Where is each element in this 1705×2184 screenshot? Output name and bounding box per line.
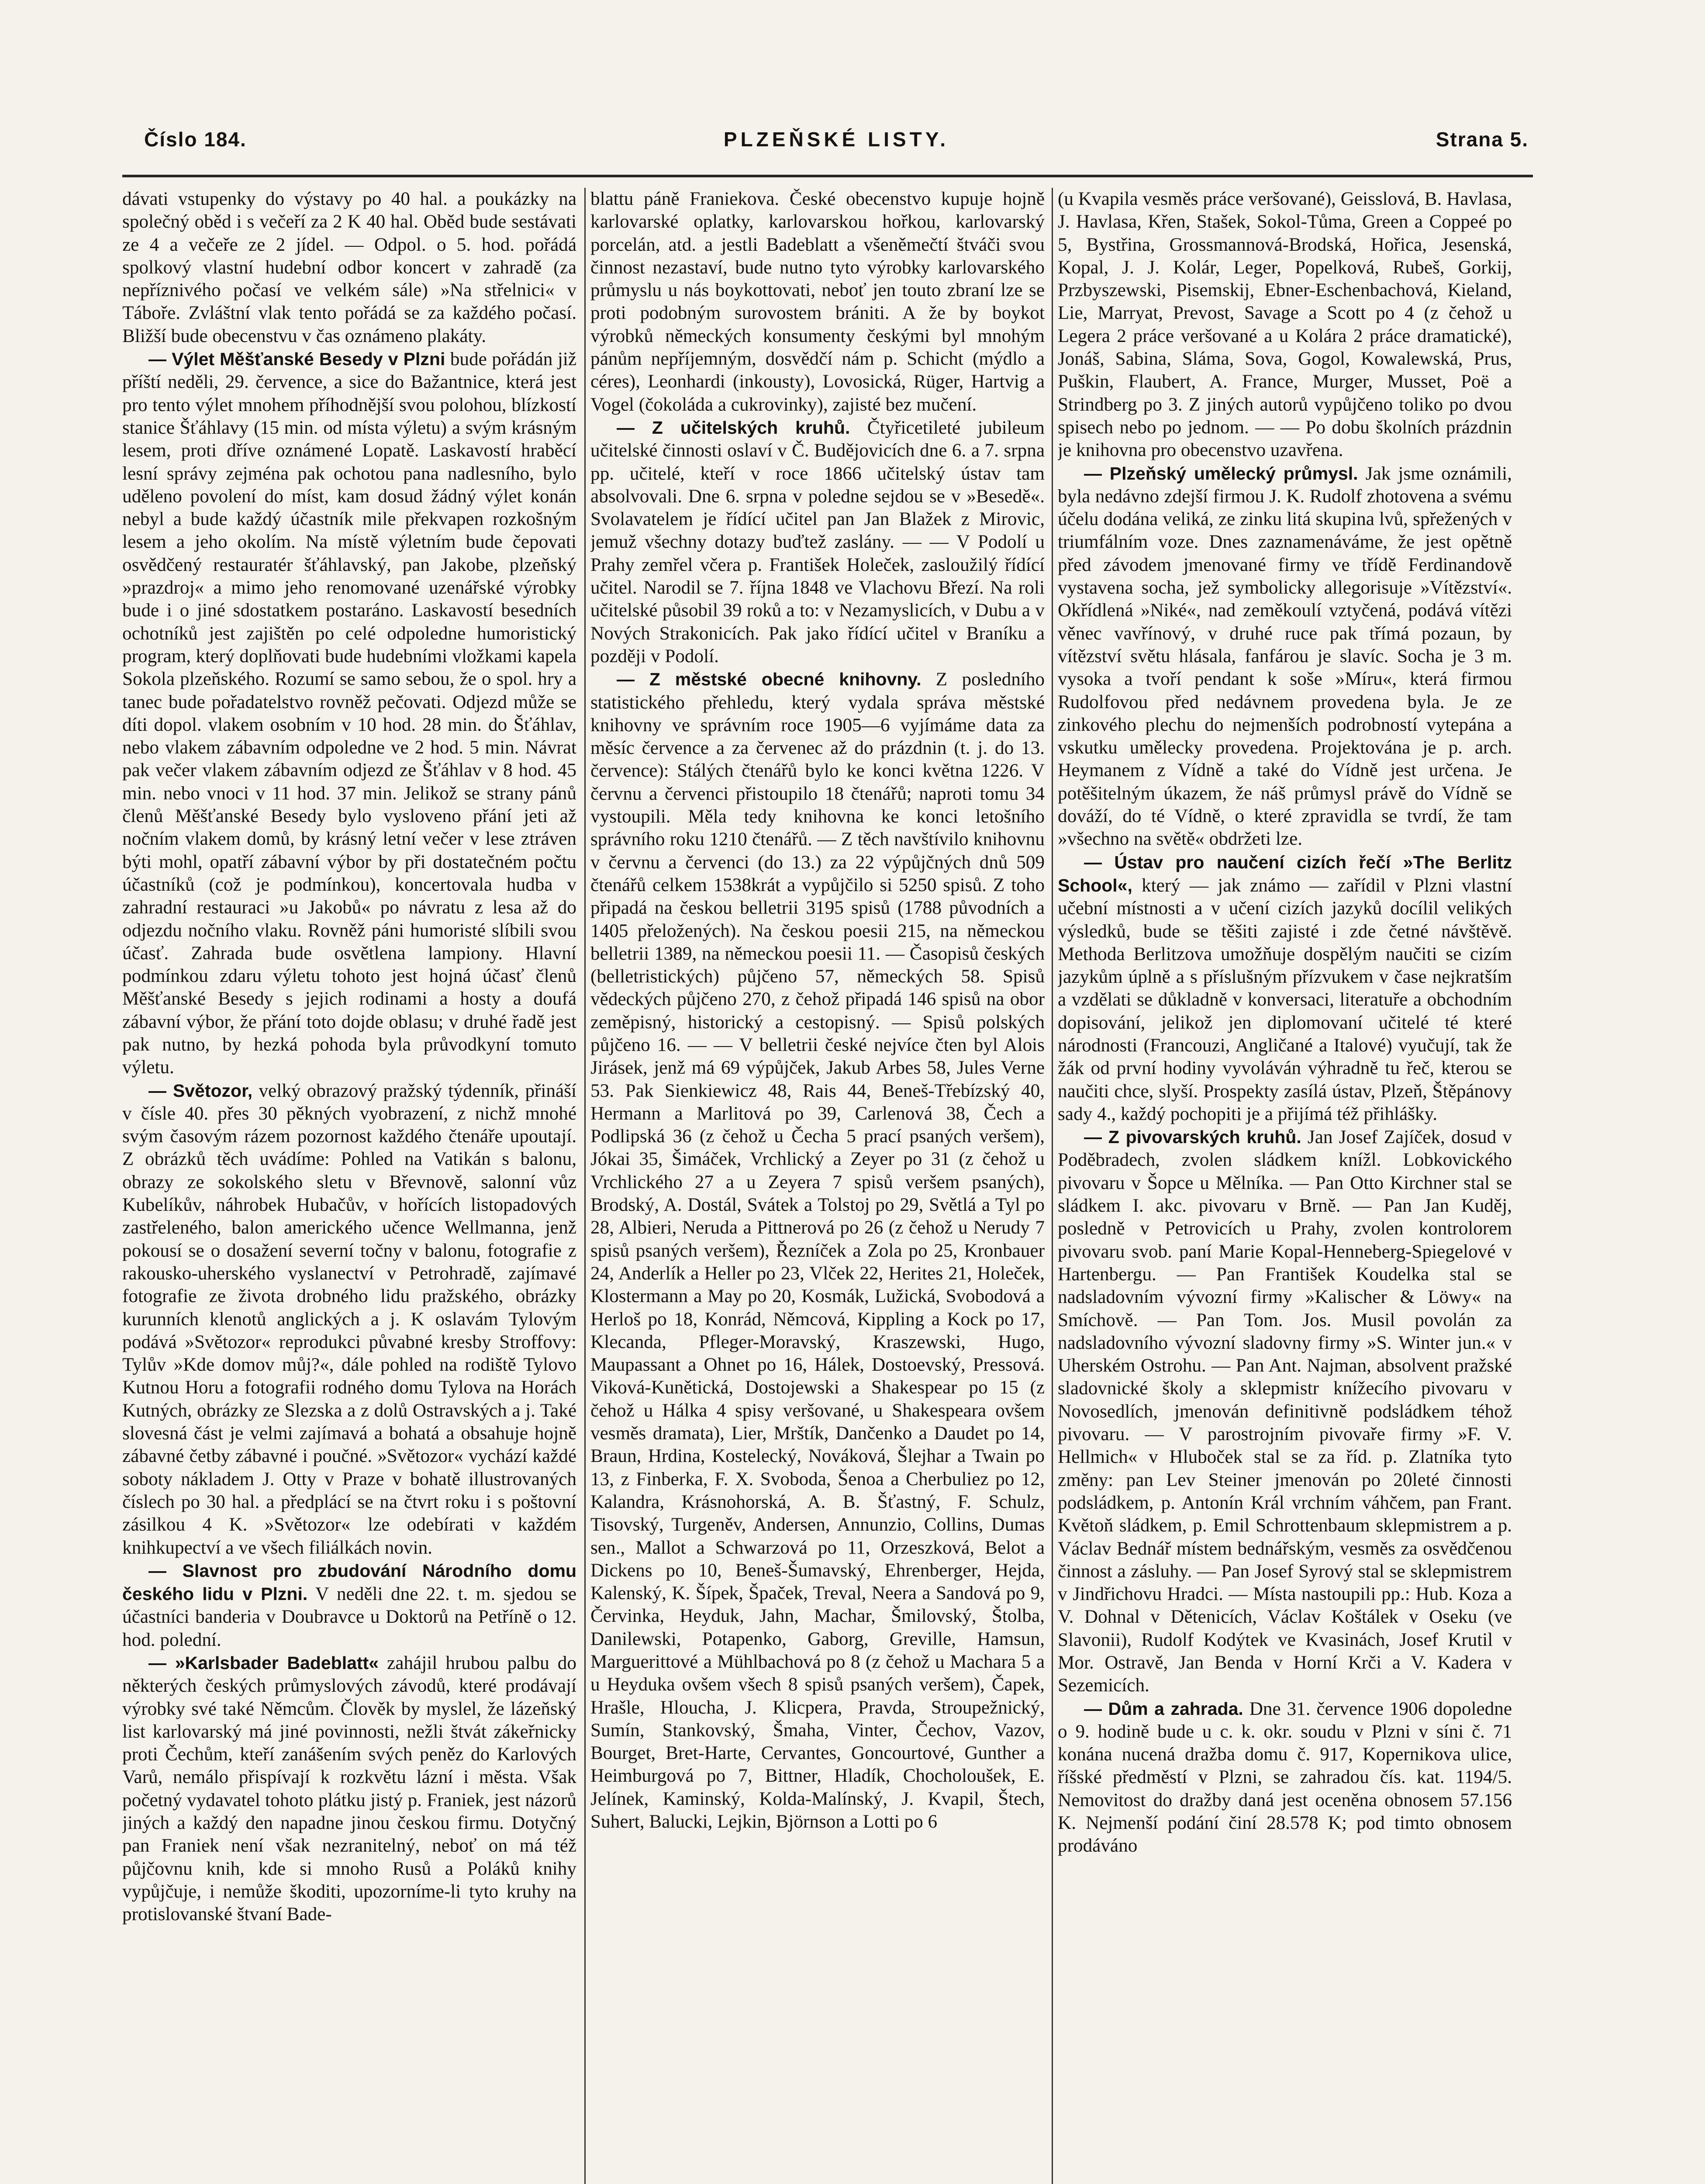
article-paragraph: — Ústav pro naučení cizích řečí »The Berlitz School«, který — jak známo — zařídil v Plzni vlastní učební místnosti a v učení cizích jazyků docílil velikých výsledků, bude se těšiti zajisté i zde četné návštěvě. Methoda Berlitzova umožňuje dospělým naučiti se cizím jazykům úplně a s příslušným přízvukem v čase nejkratším a vzdělati se důkladně v konversaci, literatuře a obchodním dopisování, jelikož jen diplomovaní učitelé té které národnosti (Francouzi, Angličané a Italové) vyučují, tak že žák od první hodiny vyvoláván výhradně tu řeč, kterou se naučiti chce, slyší. Prospekty zasílá ústav, Plzeň, Štěpánovy sady 4., každý pochopiti je a přijímá též přihlášky. — [1058, 852, 1512, 1124]
column-divider — [584, 188, 586, 2184]
page-number: Strana 5. — [1436, 128, 1529, 151]
article-headline: — »Karlsbader Badeblatt« — [148, 1653, 379, 1673]
header-rule — [122, 175, 1533, 177]
article-paragraph: dávati vstupenky do výstavy po 40 hal. a poukázky na společný oběd i s večeří za 2 K 40 hal. Oběd bude sestávati ze 4 a večeře ze 2 jídel. — Odpol. o 5. hod. pořádá spolkový vlastní hudební odbor koncert v zahradě (za nepříznivého počasí ve velkém sále) »Na střelnici« v Táboře. Zvláštní vlak tento pořádá se za každého počasí. Bližší bude obecenstvu v čas oznámeno plakáty. — [122, 189, 576, 346]
page-header — [144, 128, 1529, 163]
column-divider — [1052, 188, 1053, 2184]
article-headline: — Z městské obecné knihovny. — [617, 669, 922, 690]
column-2 — [590, 188, 1045, 2184]
article-headline: — Výlet Měšťanské Besedy v Plzni — [148, 349, 445, 370]
article-paragraph: — Z učitelských kruhů. Čtyřicetileté jubileum učitelské činnosti oslaví v Č. Budějovicích dne 6. a 7. srpna pp. učitelé, kteří v roce 1866 učitelský ústav tam absolvovali. Dne 6. srpna v poledne sejdou se v »Besedě«. Svolavatelem je řídící učitel pan Jan Blažek z Mirovic, jemuž všechny dotazy buďtež zaslány. — — V Podolí u Prahy zemřel včera p. František Holeček, zasloužilý řídící učitel. Narodil se 7. října 1848 ve Vlachovu Březí. Na roli učitelské působil 39 roků a to: v Nezamyslicích, v Dubu a v Nových Strakonicích. Pak jako řídící učitel v Braníku a později v Podolí. — [590, 417, 1045, 667]
article-headline: — Světozor, — [148, 1080, 253, 1101]
article-headline: — Dům a zahrada. — [1084, 1698, 1243, 1719]
article-paragraph: — Výlet Měšťanské Besedy v Plzni bude pořádán již příští neděli, 29. července, a sice do Bažantnice, která jest pro tento výlet mnohem příhodnější svou polohou, blízkostí stanice Šťáhlavy (15 min. od místa výletu) a svým krásným lesem, proti dříve oznámené Lopatě. Laskavostí hraběcí lesní správy zejména pak ochotou pana nadlesního, bylo uděleno povolení do míst, kam dosud žádný výlet konán nebyl a bude každý účastník mile překvapen rozkošným lesem a jeho okolím. Na místě výletním bude čepovati osvědčený restauratér šťáhlavský, pan Jakobe, plzeňský »prazdroj« a mimo jeho renomované uzenářské výrobky bude i o jiné sdostatkem postaráno. Laskavostí besedních ochotníků jest zajištěn po celé odpoledne humoristický program, který doplňovati bude hudebními vložkami kapela Sokola plzeňského. Rozumí se samo sebou, že o spol. hry a tanec bude pořadatelstvo rovněž pečovati. Odjezd může se díti dopol. vlakem osobním v 10 hod. 28 min. do Šťáhlav, nebo vlakem zábavním odpoledne ve 2 hod. 5 min. Návrat pak večer vlakem zábavním odjezd ze Šťáhlav v 8 hod. 45 min. nebo vnoci v 11 hod. 37 min. Jelikož se strany pánů členů Měšťanské Besedy bylo vysloveno přání jeti až nočním vlakem domů, by krásný letní večer v lese ztráven býti mohl, opatří zábavní výbor by při dostatečném počtu účastníků (což je podmínkou), koncertovala hudba v zahradní restauraci »u Jakobů« po návratu z lesa až do odjezdu nočního vlaku. Rovněž páni humoristé slíbili svou účasť. Zahrada bude osvětlena lampiony. Hlavní podmínkou zdaru výletu tohoto jest hojná účasť členů Měšťanské Besedy s jejich rodinami a hosty a doufá zábavní výbor, že přání toto dojde oblasu; v druhé řadě jest pak nutno, by hezká pohoda byla průvodkyní tomuto výletu. — [122, 349, 576, 1078]
article-headline: — Slavnost pro zbudování Národního domu českého lidu v Plzni. — [122, 1560, 576, 1604]
article-paragraph: — Dům a zahrada. Dne 31. července 1906 dopoledne o 9. hodině bude u c. k. okr. soudu v Plzni v síni č. 71 konána nucená dražba domu č. 917, Kopernikova ulice, říšské předměstí v Plzni, se zahradou čís. kat. 1194/5. Nemovitost do dražby daná jest oceněna obnosem 57.156 K. Nejmenší podání činí 28.578 K; pod timto obnosem prodáváno — [1058, 1698, 1512, 1856]
article-headline: — Z učitelských kruhů. — [617, 417, 850, 438]
article-paragraph: (u Kvapila vesměs práce veršované), Geisslová, B. Havlasa, J. Havlasa, Křen, Stašek, Sokol-Tůma, Green a Coppeé po 5, Bystřina, Grossmannová-Brodská, Hořica, Jesenská, Kopal, J. J. Kolár, Leger, Popelková, Rubeš, Gorkij, Przbyszewski, Pisemskij, Ebner-Eschenbachová, Kieland, Lie, Marryat, Prevost, Savage a Scott po 4 (z čehož u Legera 2 práce veršované a u Kolára 2 práce dramatické), Jonáš, Sabina, Sláma, Sova, Gogol, Kowalewská, Prus, Puškin, Flaubert, A. France, Murger, Musset, Poë a Strindberg po 3. Z jiných autorů vypůjčeno toliko po dvou spisech nebo po jednom. — — Po dobu školních prázdnin je knihovna pro obecenstvo uzavřena. — [1058, 189, 1512, 461]
article-headline: — Z pivovarských kruhů. — [1084, 1127, 1301, 1147]
article-paragraph: — Slavnost pro zbudování Národního domu českého lidu v Plzni. V neděli dne 22. t. m. sjedou se účastníci banderia v Doubravce u Doktorů na Petříně o 12. hod. polední. — [122, 1560, 576, 1650]
article-paragraph: — »Karlsbader Badeblatt« zahájil hrubou palbu do některých českých průmyslových závodů, které prodávají výrobky své také Němcům. Člověk by myslel, že lázeňský list karlovarský má jiné povinnosti, nežli štvát zákeřnicky proti Čechům, kteří zanášením svých peněz do Karlových Varů, nemálo přispívají k rozkvětu lázní i města. Však početný vydavatel tohoto plátku jistý p. Franiek, jest názorů jiných a každý den napadne jinou českou firmu. Dotyčný pan Franiek není však nezranitelný, neboť on má též půjčovnu knih, kde si mnoho Rusů a Poláků knihy vypůjčuje, i nemůže škoditi, upozorníme-li tyto kruhy na protislovanské štvaní Bade- — [122, 1653, 576, 1925]
article-paragraph: — Plzeňský umělecký průmysl. Jak jsme oznámili, byla nedávno zdejší firmou J. K. Rudolf zhotovena a svému účelu dodána veliká, ze zinku litá skupina lvů, spřežených v triumfálním voze. Dnes zaznamenáváme, že jest opětně před závodem jmenované firmy ve třídě Ferdinandově vystavena socha, jež symbolicky allegorisuje »Vítězství«. Okřídlená »Niké«, nad zeměkoulí vztyčená, podává vítězi věnec vavřínový, v druhé ruce pak třímá pozaun, by vítězství světu hlásala, fanfárou je slavíc. Socha je 3 m. vysoka a tvoří pendant k soše »Míru«, která firmou Rudolfovou před nedávnem provedena byla. Je ze zinkového plechu do nejmenších podrobností vytepána a vskutku umělecky provedena. Projektována je p. arch. Heymanem z Vídně a také do Vídně jest určena. Je potěšitelným úkazem, že náš průmysl právě do Vídně se dováží, do té Vídně, o které zpravidla se tvrdí, že tam »všechno na světě« obdržeti lze. — [1058, 463, 1512, 850]
column-3 — [1058, 188, 1512, 2184]
column-1 — [122, 188, 576, 2184]
newspaper-title: PLZEŇSKÉ LISTY. — [723, 128, 949, 151]
article-paragraph: — Z městské obecné knihovny. Z posledního statistického přehledu, který vydala správa městské knihovny ve správním roce 1905—6 vyjímáme data za měsíc července a za červenec až do prázdnin (t. j. do 13. července): Stálých čtenářů bylo ke konci května 1226. V červnu a červenci přistoupilo 18 čtenářů; naproti tomu 34 vystoupili. Měla tedy knihovna ke konci letošního správního roku 1210 čtenářů. — Z těch navštívilo knihovnu v červnu a červenci (do 13.) za 22 výpůjčných dnů 509 čtenářů celkem 1538krát a vypůjčilo si 5250 spisů. Z toho připadá na českou belletrii 3195 spisů (1788 původních a 1405 přeložených). Na českou poesii 215, na německou belletrii 1389, na německou poesii 11. — Časopisů českých (belletristických) půjčeno 57, německých 58. Spisů vědeckých půjčeno 270, z čehož připadá 146 spisů na obor zeměpisný, historický a cestopisný. — Spisů polských půjčeno 16. — — V belletrii české nejvíce čten byl Alois Jirásek, jenž má 69 výpůjček, Jakub Arbes 58, Jules Verne 53. Pak Sienkiewicz 48, Rais 44, Beneš-Třebízský 40, Hermann a Marlitová po 39, Carlenová 38, Čech a Podlipská 36 (z čehož u Čecha 5 prací psaných veršem), Jókai 35, Šimáček, Vrchlický a Zeyer po 31 (z čehož u Vrchlického 27 a u Zeyera 7 spisů veršem psaných), Brodský, A. Dostál, Svátek a Tolstoj po 29, Světlá a Tyl po 28, Albieri, Neruda a Pittnerová po 26 (z čehož u Nerudy 7 spisů psaných veršem), Řezníček a Zola po 25, Kronbauer 24, Anderlík a Heller po 23, Vlček 22, Herites 21, Holeček, Klostermann a May po 20, Kosmák, Lužická, Svobodová a Herloš po 18, Konrád, Němcová, Kippling a Kock po 17, Klecanda, Pfleger-Moravský, Kraszewski, Hugo, Maupassant a Ohnet po 16, Hálek, Dostoevský, Pressová. Viková-Kunětická, Dostojewski a Shakespear po 15 (z čehož u Hálka 4 spisy veršované, u Shakespeara ovšem vesměs dramata), Lier, Mrštík, Dančenko a Daudet po 14, Braun, Hrdina, Kostelecký, Nováková, Šlejhar a Twain po 13, z Finberka, F. X. Svoboda, Šenoa a Cherbuliez po 12, Kalandra, Krásnohorská, A. B. Šťastný, F. Schulz, Tisovský, Turgeněv, Andersen, Annunzio, Collins, Dumas sen., Mallot a Schwarzová po 11, Orzeszková, Belot a Dickens po 10, Beneš-Šumavský, Ehrenberger, Hejda, Kalenský, K. Šípek, Špaček, Treval, Neera a Sandová po 9, Červinka, Heyduk, Jahn, Machar, Šmilovský, Štolba, Danilewski, Potapenko, Gaborg, Greville, Hamsun, Marguerittové a Mühlbachová po 8 (z čehož u Machara 5 a u Heyduka ovšem všech 8 spisů psaných veršem), Čapek, Hrašle, Hloucha, J. Klicpera, Pravda, Stroupežnický, Sumín, Stankovský, Šmaha, Vinter, Čechov, Vazov, Bourget, Bret-Harte, Cervantes, Goncourtové, Gunther a Heimburgová po 7, Bittner, Hladík, Chocholoušek, E. Jelínek, Kaminský, Kolda-Malínský, J. Kvapil, Štech, Suhert, Balucki, Lejkin, Björnson a Lotti po 6 — [590, 669, 1045, 1832]
article-headline: — Plzeňský umělecký průmysl. — [1084, 463, 1358, 484]
article-paragraph: blattu páně Franiekova. České obecenstvo kupuje hojně karlovarské oplatky, karlovarskou hořkou, karlovarský porcelán, atd. a jestli Badeblatt a všeněmečtí štváči svou činnost nezastaví, bude nutno tyto výrobky karlovarského průmyslu u nás boykottovati, neboť jen touto zbraní lze se proti podobným surovostem brániti. A že by boykot výrobků německých konsumenty českými byl mnohým pánům nepříjemným, dosvědčí nám p. Schicht (mýdlo a céres), Leonhardi (inkousty), Lovosická, Rüger, Hartvig a Vogel (čokoláda a cukrovinky), zajisté bez mučení. — [590, 189, 1045, 415]
issue-number: Číslo 184. — [144, 128, 247, 151]
article-paragraph: — Z pivovarských kruhů. Jan Josef Zajíček, dosud v Poděbradech, zvolen sládkem knížl. Lobkovického pivovaru v Šopce u Mělníka. — Pan Otto Kirchner stal se sládkem I. akc. pivovaru v Brně. — Pan Jan Kuděj, posledně v Petrovicích u Prahy, zvolen kontrolorem pivovaru svob. paní Marie Kopal-Henneberg-Spiegelové v Hartenbergu. — Pan František Koudelka stal se nadsladovním vývozní firmy »Kalischer & Löwy« na Smíchově. — Pan Tom. Jos. Musil povolán za nadsladovního vývozní sladovny firmy »S. Winter jun.« v Uherském Ostrohu. — Pan Ant. Najman, absolvent pražské sladovnické školy a sklepmistr knížecího pivovaru v Novosedlích, jmenován definitivně podsládkem téhož pivovaru. — V parostrojním pivovaře firmy »F. V. Hellmich« v Hluboček stal se za říd. p. Zlatníka tyto změny: pan Lev Steiner jmenován po 20leté činnosti podsládkem, p. Antonín Král vrchním váhčem, pan Frant. Květoň sládkem, p. Emil Schrottenbaum sklepmistrem a p. Václav Bednář místem bednářským, vesměs za osvědčenou činnost a zásluhy. — Pan Josef Syrový stal se sklepmistrem v Jindřichovu Hradci. — Místa nastoupili pp.: Hub. Koza a V. Dohnal v Dětenicích, Václav Koštálek v Oseku (ve Slavonii), Rudolf Kodýtek ve Kvasinách, Josef Krutil v Mor. Ostravě, Jan Benda v Horní Krči a V. Kadera v Sezemicích. — [1058, 1127, 1512, 1696]
article-headline: — Ústav pro naučení cizích řečí »The Berlitz School«, — [1058, 852, 1512, 895]
article-paragraph: — Světozor, velký obrazový pražský týdenník, přináší v čísle 40. přes 30 pěkných vyobrazení, z nichž mnohé svým časovým rázem pozornost každého čtenáře upoutají. Z obrázků těch uvádíme: Pohled na Vatikán s balonu, obrazy ze sokolského sletu v Břevnově, salonní vůz Kubelíkův, náhrobek Hubačův, v hořících listopadových zastřeleného, balon amerického učence Wellmanna, jenž pokousí se o dosažení severní točny v balonu, fotografie z rakousko-uherského vyslanectví v Petrohradě, zajímavé fotografie ze života drobného lidu pražského, obrázky kurunních klenotů anglických a j. K oslavám Tylovým podává »Světozor« reprodukci půvabné kresby Stroffovy: Tylův »Kde domov můj?«, dále pohled na rodiště Tylovo Kutnou Horu a fotografii rodného domu Tylova na Horách Kutných, obrázky ze Slezska a z dolů Ostravských a j. Také slovesná část je velmi zajímavá a bohatá a obsahuje hojně zábavné četby zábavné i poučné. »Světozor« vychází každé soboty nákladem J. Otty v Praze v bohatě illustrovaných číslech po 30 hal. a předplácí se na čtvrt roku i s poštovní zásilkou 4 K. »Světozor« lze odebírati v každém knihkupectví a ve všech filiálkách novin. — [122, 1080, 576, 1558]
